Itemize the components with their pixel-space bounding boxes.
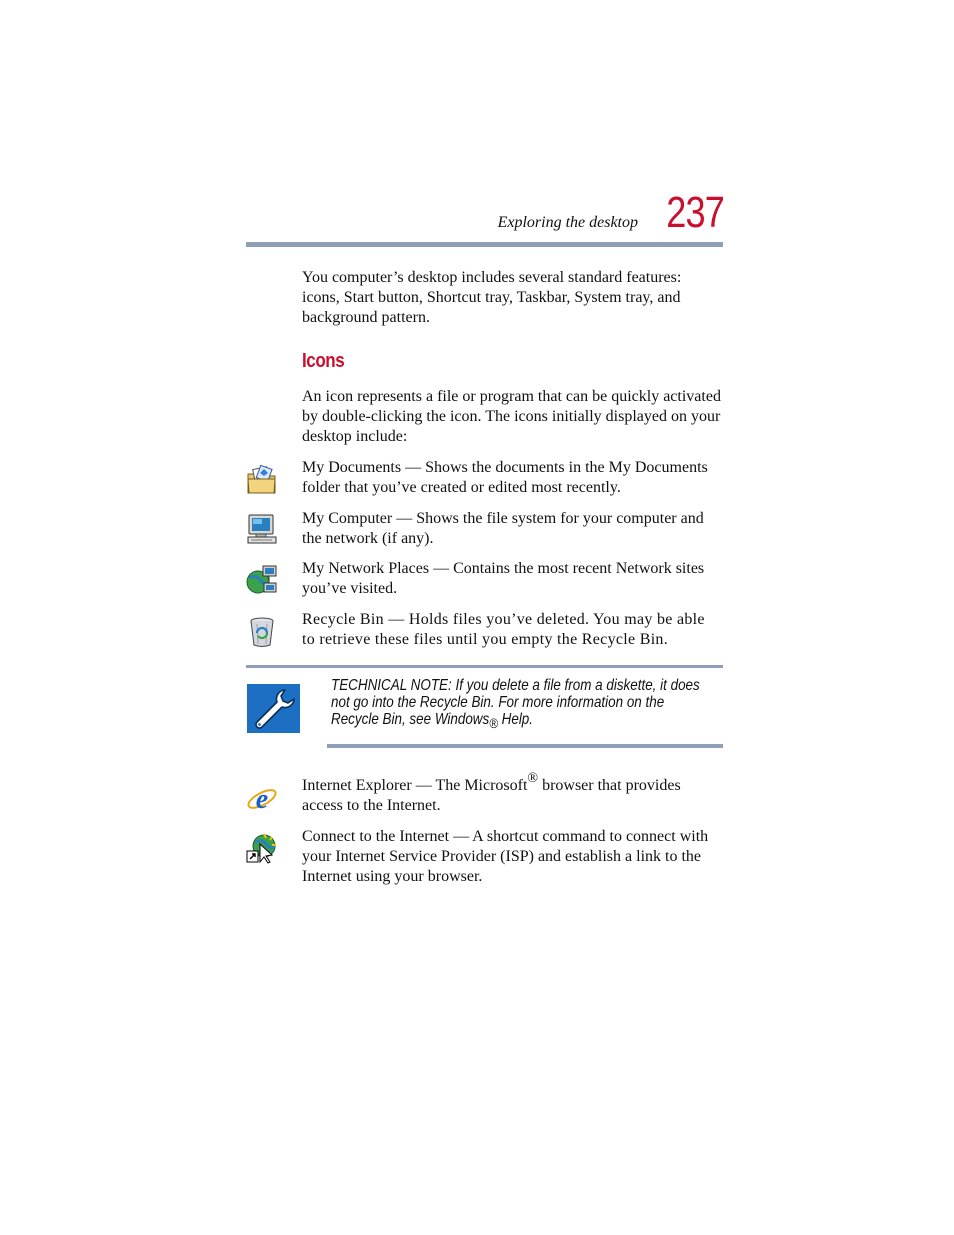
page-number: 237: [666, 188, 724, 237]
wrench-icon: [247, 684, 300, 733]
internet-explorer-icon: [246, 782, 278, 814]
technical-note: [331, 677, 701, 731]
item-description: [302, 771, 722, 816]
technical-note-text: TECHNICAL NOTE: If you delete a file from a diskette, it does not go into the Recycle Bin. For more information on the Recycle Bin, see Windows: [331, 677, 700, 728]
item-description-text-end: browser that provides access to the Internet.: [302, 777, 681, 814]
my-computer-icon: [246, 513, 278, 545]
running-header-title: Exploring the desktop: [497, 214, 638, 231]
technical-note-text-end: Help.: [497, 711, 534, 728]
item-description: My Network Places — Contains the most recent Network sites you’ve visited.: [302, 560, 705, 597]
item-description-text: Internet Explorer — The Microsoft: [302, 777, 528, 794]
item-description: My Documents — Shows the documents in the My Documents folder that you’ve created or edited most recently.: [302, 459, 708, 496]
note-rule-bottom: [327, 744, 723, 748]
svg-text:e: e: [255, 784, 269, 814]
intro-paragraph: You computer’s desktop includes several standard features: icons, Start button, Shortcut tray, Taskbar, System tray, and background pattern.: [302, 269, 682, 326]
item-description: Connect to the Internet — A shortcut command to connect with your Internet Service Provider (ISP) and establish a link to the Internet using your browser.: [302, 828, 709, 885]
my-documents-icon: [246, 464, 278, 496]
item-description: My Computer — Shows the file system for your computer and the network (if any).: [302, 510, 704, 547]
registered-mark: ®: [489, 715, 498, 731]
registered-mark: ®: [527, 771, 539, 786]
header-rule: [246, 242, 723, 247]
note-rule-top: [246, 665, 723, 668]
section-heading: Icons: [302, 350, 345, 372]
recycle-bin-icon: [246, 616, 278, 648]
item-description: Recycle Bin — Holds files you’ve deleted. You may be able to retrieve these files until you empty the Recycle Bin.: [302, 611, 705, 648]
section-intro-paragraph: An icon represents a file or program that can be quickly activated by double-clicking the icon. The icons initially displayed on your desktop include:: [302, 388, 721, 445]
my-network-places-icon: [246, 564, 278, 596]
connect-to-internet-icon: [246, 832, 278, 864]
